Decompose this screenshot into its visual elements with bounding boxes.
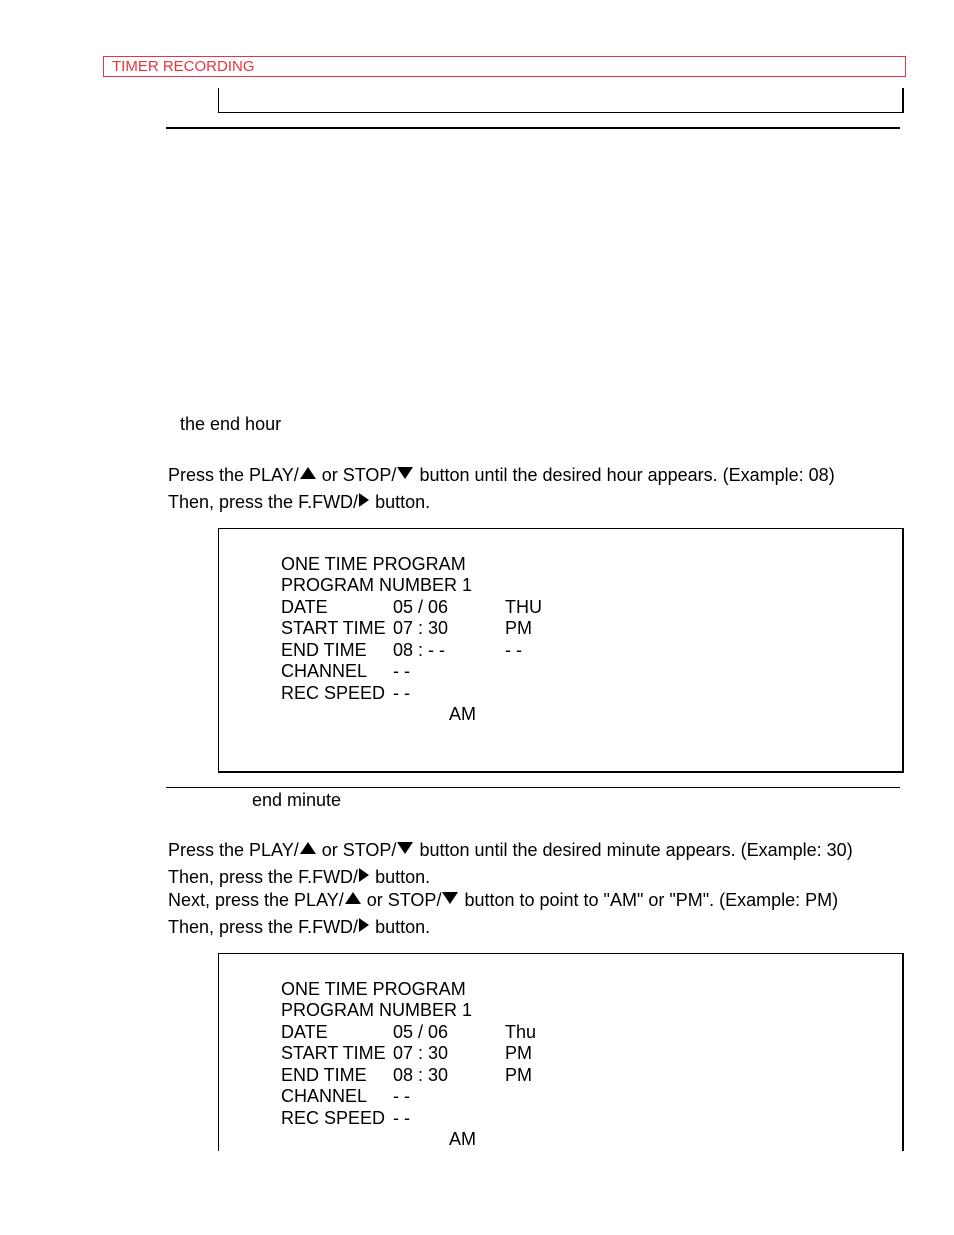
right-triangle-icon [359, 918, 369, 932]
down-triangle-icon [397, 842, 413, 854]
up-triangle-icon [300, 467, 316, 479]
screen1-date-label: DATE [281, 597, 328, 617]
step1-instruction-line2: Then, press the F.FWD/ button. [168, 492, 431, 512]
divider-thin [166, 787, 900, 788]
screen1-date-value: 05 / 06 [393, 597, 449, 617]
screen2-recspeed-label: REC SPEED [281, 1108, 386, 1128]
screen1-recspeed-label: REC SPEED [281, 683, 386, 703]
screen2-title: ONE TIME PROGRAM [281, 979, 466, 999]
step2-instruction-line2: Then, press the F.FWD/ button. [168, 867, 431, 887]
step1-heading: the end hour [180, 414, 282, 434]
down-triangle-icon [397, 467, 413, 479]
screen1-start-ampm: PM [505, 618, 532, 638]
screen1-date-day: THU [505, 597, 542, 617]
down-triangle-icon [442, 892, 458, 904]
screen2-date-value: 05 / 06 [393, 1022, 449, 1042]
screen1-program: PROGRAM NUMBER 1 [281, 575, 473, 595]
step1-instruction-line1: Press the PLAY/ or STOP/ button until the desired hour appears. (Example: 08) [168, 465, 835, 485]
divider-thick [166, 127, 900, 129]
screen2-start-ampm: PM [505, 1043, 532, 1063]
step2-instruction-line3: Next, press the PLAY/ or STOP/ button to point to "AM" or "PM". (Example: PM) [168, 890, 839, 910]
step2-heading: end minute [252, 790, 342, 810]
screen2-recspeed-value: - - [393, 1108, 410, 1128]
up-triangle-icon [300, 842, 316, 854]
screen2-channel-value: - - [393, 1086, 410, 1106]
screen2-end-value: 08 : 30 [393, 1065, 449, 1085]
screen1-recspeed-value: - - [393, 683, 410, 703]
right-triangle-icon [359, 493, 369, 507]
screen1-ampm-indicator: AM [449, 704, 476, 724]
screen1-end-value: 08 : - - [393, 640, 446, 660]
osd-screen-1 [218, 528, 904, 773]
screen1-channel-value: - - [393, 661, 410, 681]
screen2-date-day: Thu [505, 1022, 537, 1042]
top-screen-frame [218, 88, 904, 113]
right-triangle-icon [359, 868, 369, 882]
screen2-ampm-indicator: AM [449, 1129, 476, 1149]
screen1-start-label: START TIME [281, 618, 386, 638]
screen2-start-value: 07 : 30 [393, 1043, 449, 1063]
osd-screen-2 [218, 953, 904, 1151]
screen2-channel-label: CHANNEL [281, 1086, 368, 1106]
step2-instruction-line1: Press the PLAY/ or STOP/ button until the desired minute appears. (Example: 30) [168, 840, 853, 860]
screen2-start-label: START TIME [281, 1043, 386, 1063]
screen2-program: PROGRAM NUMBER 1 [281, 1000, 473, 1020]
step2-instruction-line4: Then, press the F.FWD/ button. [168, 917, 431, 937]
screen1-channel-label: CHANNEL [281, 661, 368, 681]
screen2-end-ampm: PM [505, 1065, 532, 1085]
screen1-start-value: 07 : 30 [393, 618, 449, 638]
screen2-date-label: DATE [281, 1022, 328, 1042]
screen1-title: ONE TIME PROGRAM [281, 554, 466, 574]
screen1-end-label: END TIME [281, 640, 367, 660]
screen1-end-ampm: - - [505, 640, 522, 660]
screen2-end-label: END TIME [281, 1065, 367, 1085]
section-header-title: TIMER RECORDING [112, 58, 255, 75]
up-triangle-icon [345, 892, 361, 904]
